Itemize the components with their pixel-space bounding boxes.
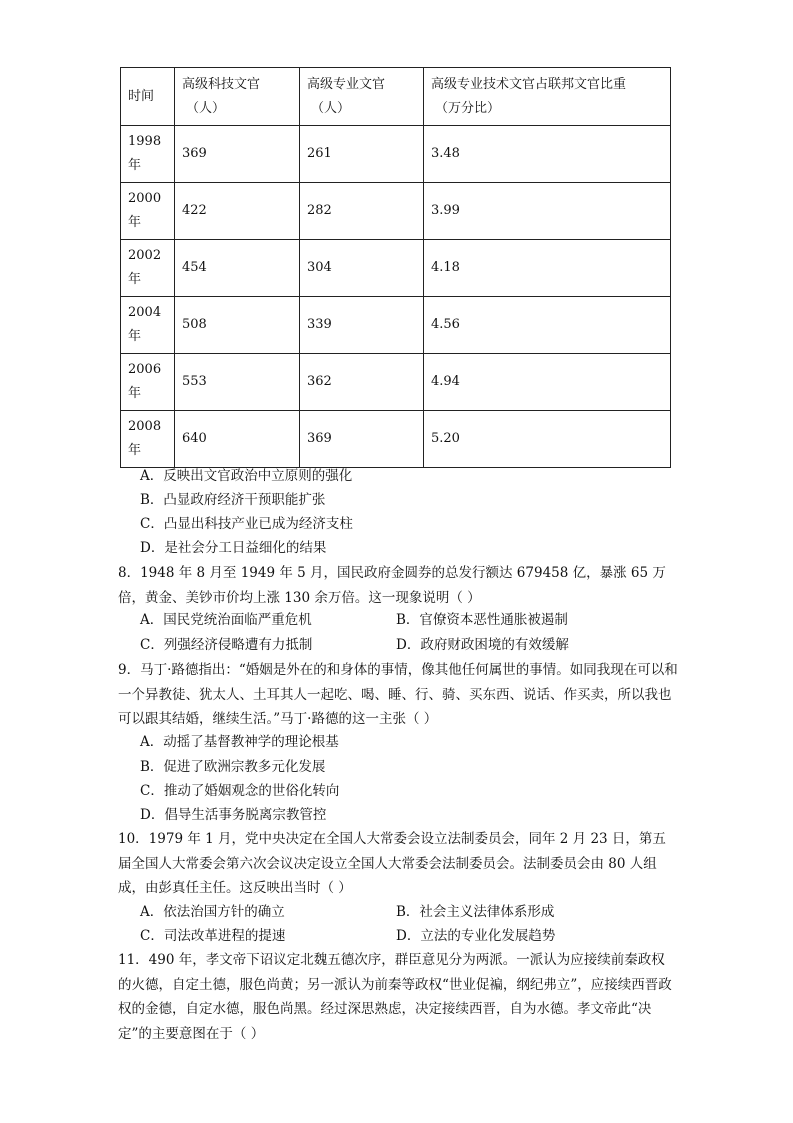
q8-option-d[interactable]: D．政府财政困境的有效缓解 — [396, 637, 569, 653]
cell-ratio: 3.99 — [424, 183, 671, 240]
table-row — [121, 411, 671, 468]
table-row — [121, 183, 671, 240]
q9-stem: 9．马丁·路德指出：“婚姻是外在的和身体的事情，像其他任何属世的事情。如同我现在可以和一个异教徒、犹太人、土耳其人一起吃、喝、睡、行、骑、买东西、说话、作买卖，所以我也可以跟其结婚，继续生活。”马丁·路德的这一主张（ ） — [118, 662, 678, 727]
q8-option-c[interactable]: C．列强经济侵略遭有力抵制 — [140, 637, 313, 653]
cell-ratio: 5.20 — [424, 411, 671, 468]
q9-option-d[interactable]: D．倡导生活事务脱离宗教管控 — [140, 807, 327, 823]
cell-tech: 508 — [175, 297, 300, 354]
table-row — [121, 126, 671, 183]
cell-ratio: 3.48 — [424, 126, 671, 183]
q7-option-c[interactable]: C．凸显出科技产业已成为经济支柱 — [140, 516, 353, 532]
cell-year: 2004 年 — [121, 297, 175, 354]
q9-option-c[interactable]: C．推动了婚姻观念的世俗化转向 — [140, 783, 340, 799]
cell-ratio: 4.56 — [424, 297, 671, 354]
cell-year: 2008 年 — [121, 411, 175, 468]
q10-stem: 10．1979 年 1 月，党中央决定在全国人大常委会设立法制委员会，同年 2 月 23 日，第五届全国人大常委会第六次会议决定设立全国人大常委会法制委员会。法制委员会由 80 人组成，由彭真任主任。这反映出当时（ ） — [118, 831, 666, 896]
q7-option-a[interactable]: A．反映出文官政治中立原则的强化 — [140, 468, 353, 484]
cell-prof: 362 — [300, 354, 424, 411]
cell-year: 2002 年 — [121, 240, 175, 297]
q9-option-b[interactable]: B．促进了欧洲宗教多元化发展 — [140, 759, 326, 775]
cell-prof: 304 — [300, 240, 424, 297]
table-header-row — [121, 68, 671, 126]
table-row — [121, 297, 671, 354]
q10-option-a[interactable]: A．依法治国方针的确立 — [140, 904, 285, 920]
cell-tech: 454 — [175, 240, 300, 297]
q7-option-d[interactable]: D．是社会分工日益细化的结果 — [140, 540, 327, 556]
cell-prof: 261 — [300, 126, 424, 183]
cell-prof: 282 — [300, 183, 424, 240]
cell-prof: 339 — [300, 297, 424, 354]
cell-tech: 640 — [175, 411, 300, 468]
cell-prof: 369 — [300, 411, 424, 468]
header-time: 时间 — [121, 68, 175, 126]
q8-stem: 8．1948 年 8 月至 1949 年 5 月，国民政府金圆券的总发行额达 679458 亿，暴涨 65 万倍，黄金、美钞市价均上涨 130 余万倍。这一现象说明（ ） — [118, 565, 666, 606]
cell-year: 2000 年 — [121, 183, 175, 240]
q10-option-b[interactable]: B．社会主义法律体系形成 — [396, 904, 555, 920]
header-tech-officials: 高级科技文官 （人） — [175, 68, 300, 126]
cell-tech: 422 — [175, 183, 300, 240]
cell-ratio: 4.94 — [424, 354, 671, 411]
header-ratio: 高级专业技术文官占联邦文官比重 （万分比） — [424, 68, 671, 126]
q9-option-a[interactable]: A．动摇了基督教神学的理论根基 — [140, 734, 339, 750]
q7-option-b[interactable]: B．凸显政府经济干预职能扩张 — [140, 492, 326, 508]
cell-year: 2006 年 — [121, 354, 175, 411]
header-prof-officials: 高级专业文官 （人） — [300, 68, 424, 126]
table-row — [121, 354, 671, 411]
table-row — [121, 240, 671, 297]
q8-option-b[interactable]: B．官僚资本恶性通胀被遏制 — [396, 612, 568, 628]
q10-option-c[interactable]: C．司法改革进程的提速 — [140, 928, 286, 944]
cell-tech: 553 — [175, 354, 300, 411]
cell-tech: 369 — [175, 126, 300, 183]
q10-option-d[interactable]: D．立法的专业化发展趋势 — [396, 928, 556, 944]
cell-ratio: 4.18 — [424, 240, 671, 297]
cell-year: 1998 年 — [121, 126, 175, 183]
q11-stem: 11．490 年，孝文帝下诏议定北魏五德次序，群臣意见分为两派。一派认为应接续前秦政权的火德，自定土德，服色尚黄；另一派认为前秦等政权“世业促褊，纲纪弗立”，应接续西晋政权的金德，自定水德，服色尚黑。经过深思熟虑，决定接续西晋，自为水德。孝文帝此“决定”的主要意图在于（ ） — [118, 952, 672, 1042]
q8-option-a[interactable]: A．国民党统治面临严重危机 — [140, 612, 312, 628]
official-statistics-table — [120, 67, 671, 468]
